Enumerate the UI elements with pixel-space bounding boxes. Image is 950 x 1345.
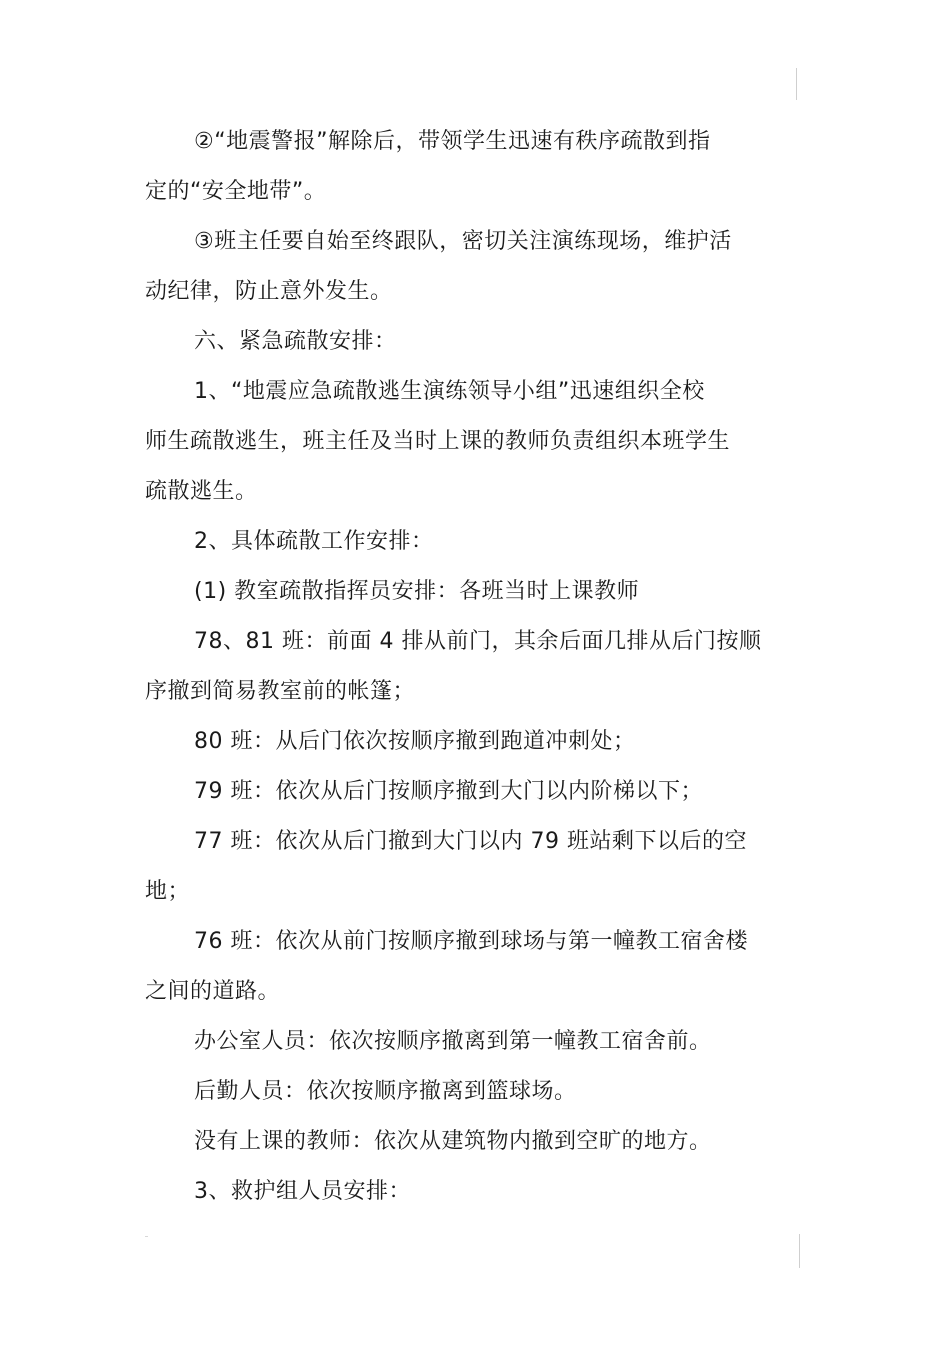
paragraph-line: ②“地震警报”解除后，带领学生迅速有秩序疏散到指 bbox=[194, 129, 711, 154]
subsection-heading: 3、救护组人员安排： bbox=[194, 1179, 411, 1204]
page-margin-mark bbox=[796, 68, 797, 100]
paragraph-line: 地； bbox=[145, 879, 191, 904]
paragraph-line: 78、81 班：前面 4 排从前门，其余后面几排从后门按顺 bbox=[194, 629, 762, 654]
paragraph-line: ③班主任要自始至终跟队，密切关注演练现场，维护活 bbox=[194, 229, 732, 254]
subsection-heading: 2、具体疏散工作安排： bbox=[194, 529, 434, 554]
paragraph-line: 序撤到简易教室前的帐篷； bbox=[145, 679, 416, 704]
paragraph-line: 后勤人员：依次按顺序撤离到篮球场。 bbox=[194, 1079, 577, 1104]
section-heading: 六、紧急疏散安排： bbox=[194, 329, 397, 354]
paragraph-line: 76 班：依次从前门按顺序撤到球场与第一幢教工宿舍楼 bbox=[194, 929, 748, 954]
paragraph-line: (1) 教室疏散指挥员安排：各班当时上课教师 bbox=[194, 579, 640, 604]
paragraph-line: 80 班：从后门依次按顺序撤到跑道冲刺处； bbox=[194, 729, 636, 754]
paragraph-line: 1、“地震应急疏散逃生演练领导小组”迅速组织全校 bbox=[194, 379, 705, 404]
paragraph-line: 动纪律，防止意外发生。 bbox=[145, 279, 393, 304]
paragraph-line: 疏散逃生。 bbox=[145, 479, 258, 504]
paragraph-line: 之间的道路。 bbox=[145, 979, 281, 1004]
paragraph-line: 办公室人员：依次按顺序撤离到第一幢教工宿舍前。 bbox=[194, 1029, 712, 1054]
paragraph-line: 师生疏散逃生，班主任及当时上课的教师负责组织本班学生 bbox=[145, 429, 731, 454]
paragraph-line: 没有上课的教师：依次从建筑物内撤到空旷的地方。 bbox=[194, 1129, 712, 1154]
page-margin-mark bbox=[145, 1236, 148, 1237]
page-margin-mark bbox=[799, 1234, 800, 1268]
paragraph-line: 77 班：依次从后门撤到大门以内 79 班站剩下以后的空 bbox=[194, 829, 747, 854]
paragraph-line: 定的“安全地带”。 bbox=[145, 179, 327, 204]
paragraph-line: 79 班：依次从后门按顺序撤到大门以内阶梯以下； bbox=[194, 779, 703, 804]
